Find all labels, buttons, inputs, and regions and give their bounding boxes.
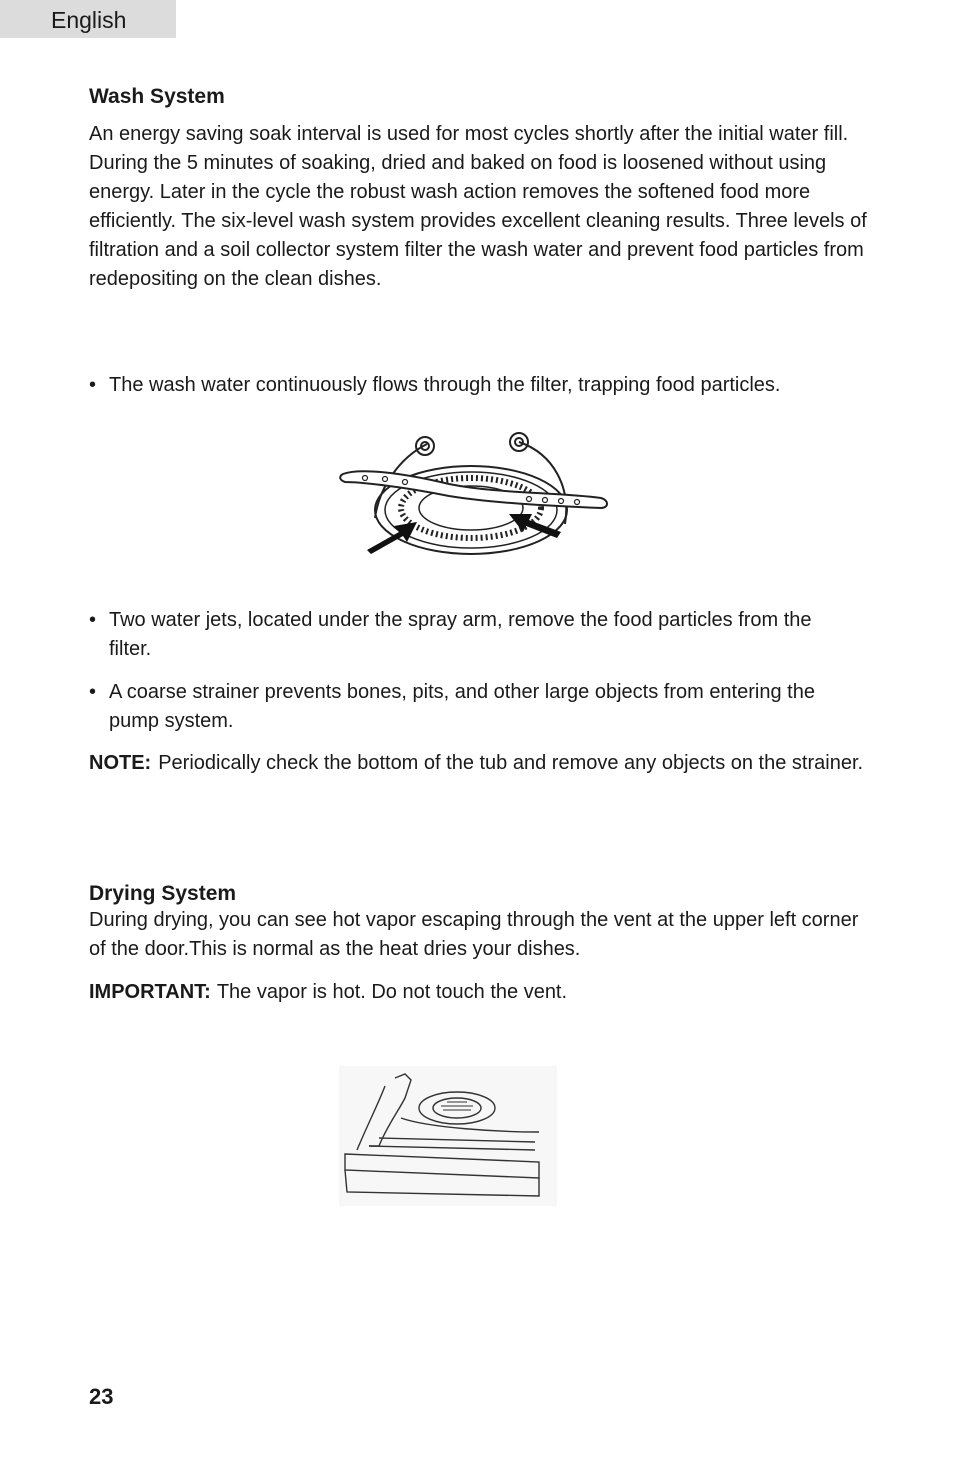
page-number: 23: [89, 1384, 114, 1409]
bullet-marker: •: [89, 609, 97, 631]
spray-arm: [340, 471, 607, 508]
drying-system-heading: Drying System: [89, 882, 237, 905]
door-vent-illustration: [339, 1066, 557, 1206]
note-label: NOTE:: [89, 752, 152, 774]
bullet-marker: •: [89, 681, 97, 703]
bullet-text: The wash water continuously flows through the filter, trapping food particles.: [109, 374, 781, 396]
bullet-text: Two water jets, located under the spray arm, remove the food particles from the filter.: [109, 609, 812, 660]
wash-system-paragraph: An energy saving soak interval is used for most cycles shortly after the initial water fill. During the 5 minutes of soaking, dried and baked on food is loosened without using energy. Later in the cycle the robust wash action removes the softened food more efficiently. The six-level wash system provides excellent cleaning results. Three levels of filtration and a soil collector system filter the wash water and prevent food particles from redepositing on the clean dishes.: [89, 123, 867, 290]
filter-spray-arm-illustration: [339, 428, 611, 560]
illustration-background: [339, 1066, 557, 1206]
important-note: [89, 978, 567, 1007]
important-text: The vapor is hot. Do not touch the vent.: [216, 981, 568, 1003]
important-label: IMPORTANT:: [89, 981, 211, 1003]
note-text: Periodically check the bottom of the tub and remove any objects on the strainer.: [158, 752, 864, 774]
language-tab: English: [0, 0, 176, 38]
arrow-left-icon: [367, 522, 417, 554]
hose-right: [519, 442, 566, 524]
list-item: [89, 678, 849, 736]
list-item: [89, 606, 849, 664]
bullet-text: A coarse strainer prevents bones, pits, and other large objects from entering the pump system.: [109, 681, 815, 732]
drying-system-paragraph: During drying, you can see hot vapor escaping through the vent at the upper left corner of the door.This is normal as the heat dries your dishes.: [89, 909, 859, 960]
wash-system-heading: Wash System: [89, 85, 225, 108]
note: [89, 749, 869, 777]
bullet-marker: •: [89, 374, 97, 396]
list-item: [89, 371, 849, 400]
